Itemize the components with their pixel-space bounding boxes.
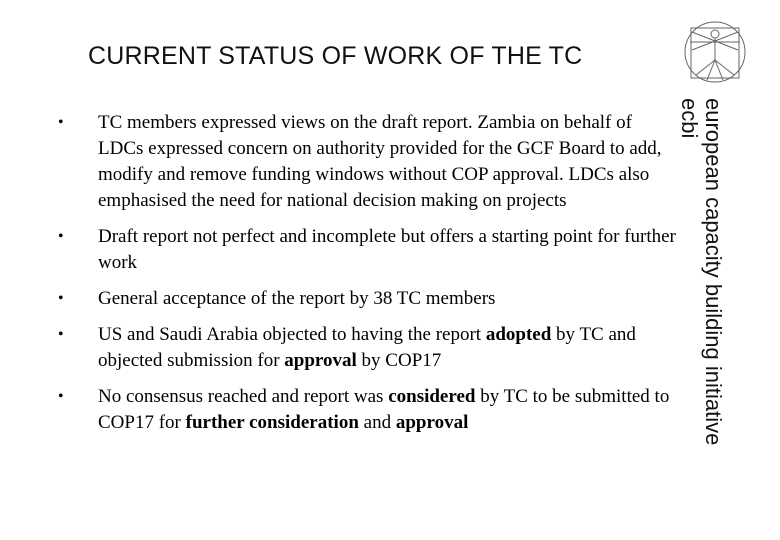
ecbi-vertical-label [677,98,725,445]
bullet-dot-icon: • [58,228,64,245]
bullet-dot-icon: • [58,388,64,405]
org-name: european capacity building initiative [701,98,726,446]
org-acronym: ecbi [677,98,702,139]
bullet-text: Draft report not perfect and incomplete but offers a starting point for further work [98,226,676,273]
bullet-item [58,110,678,214]
bullet-item [58,286,678,312]
vitruvian-man-icon [680,12,750,92]
bullet-text: No consensus reached and report was considered by TC to be submitted to COP17 for further consideration and approval [98,386,670,433]
bullet-dot-icon: • [58,326,64,343]
slide-title: CURRENT STATUS OF WORK OF THE TC [88,42,583,70]
bullet-text: TC members expressed views on the draft report. Zambia on behalf of LDCs expressed concern on authority provided for the GCF Board to add, modify and remove funding windows without COP approval. LDCs also emphasised the need for national decision making on projects [98,112,662,211]
emphasis: adopted [485,324,552,345]
bullet-text: General acceptance of the report by 38 TC members [98,288,496,309]
emphasis: approval [284,350,357,371]
emphasis: approval [395,412,469,433]
emphasis: considered [388,386,476,407]
bullet-item [58,384,678,436]
bullet-list [58,110,678,446]
bullet-text: US and Saudi Arabia objected to having the report adopted by TC and objected submission for approval by COP17 [98,324,636,371]
bullet-item [58,224,678,276]
bullet-dot-icon: • [58,290,64,307]
bullet-dot-icon: • [58,114,64,131]
emphasis: further consideration [185,412,359,433]
bullet-item [58,322,678,374]
